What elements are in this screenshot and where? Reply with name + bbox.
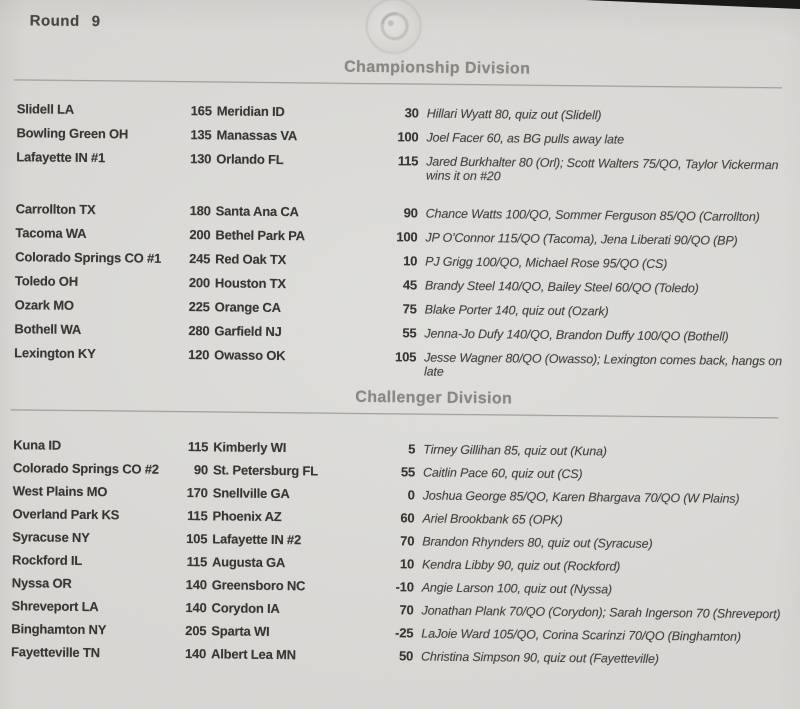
match-row bbox=[15, 250, 795, 272]
match-note: Chance Watts 100/QO, Sommer Ferguson 85/QO (Carrollton) bbox=[425, 206, 760, 225]
team2-score: -25 bbox=[395, 625, 414, 641]
division-section bbox=[14, 54, 797, 382]
team2-name: Garfield NJ bbox=[214, 323, 282, 340]
circular-stamp-icon bbox=[365, 0, 422, 54]
team1-score: 140 bbox=[185, 600, 207, 616]
team2-name: Augusta GA bbox=[211, 554, 286, 571]
team1-score: 135 bbox=[190, 127, 212, 143]
match-note: Brandon Rhynders 80, quiz out (Syracuse) bbox=[422, 534, 653, 551]
team2-score: 115 bbox=[397, 153, 419, 169]
team2-score: 75 bbox=[402, 301, 417, 317]
team1-name: West Plains MO bbox=[12, 483, 108, 500]
match-note: PJ Grigg 100/QO, Michael Rose 95/QO (CS) bbox=[425, 254, 668, 272]
team1-name: Binghamton NY bbox=[11, 621, 107, 638]
team2-name: Santa Ana CA bbox=[215, 203, 299, 220]
team2-name: Bethel Park PA bbox=[215, 227, 305, 244]
team2-name: Corydon IA bbox=[211, 600, 280, 617]
team2-score: 50 bbox=[398, 648, 414, 664]
team2-score: 100 bbox=[396, 229, 418, 245]
team2-score: 55 bbox=[402, 325, 417, 341]
match-row bbox=[12, 553, 792, 575]
team1-score: 225 bbox=[188, 299, 210, 315]
team2-name: Lafayette IN #2 bbox=[212, 531, 302, 548]
divisions-container bbox=[11, 54, 797, 667]
team2-name: Houston TX bbox=[214, 275, 286, 292]
team1-score: 180 bbox=[189, 203, 211, 219]
team1-name: Ozark MO bbox=[14, 297, 74, 313]
team1-score: 205 bbox=[185, 623, 207, 639]
team2-name: Meridian ID bbox=[216, 103, 285, 120]
match-row bbox=[15, 298, 795, 320]
team1-score: 90 bbox=[193, 462, 209, 478]
team2-score: 45 bbox=[402, 277, 418, 293]
match-rows bbox=[14, 102, 797, 382]
team1-name: Kuna ID bbox=[13, 437, 62, 453]
team1-name: Lexington KY bbox=[14, 345, 96, 362]
team2-name: Greensboro NC bbox=[211, 577, 306, 594]
match-note: LaJoie Ward 105/QO, Corina Scarinzi 70/QO (Binghamton) bbox=[421, 626, 741, 644]
match-row bbox=[11, 645, 791, 667]
team1-score: 170 bbox=[186, 485, 208, 501]
team1-name: Colorado Springs CO #1 bbox=[15, 249, 162, 266]
match-note: Jared Burkhalter 80 (Orl); Scott Walters 75/QO, Taylor Vickerman wins it on #20 bbox=[426, 154, 779, 184]
team2-name: Red Oak TX bbox=[215, 251, 287, 268]
match-note: Christina Simpson 90, quiz out (Fayetteville) bbox=[420, 649, 659, 666]
team1-score: 165 bbox=[190, 103, 212, 119]
match-note: Jonathan Plank 70/QO (Corydon); Sarah Ingerson 70 (Shreveport) bbox=[421, 603, 781, 622]
team1-score: 120 bbox=[188, 347, 210, 363]
round-label bbox=[30, 12, 101, 30]
team2-name: Albert Lea MN bbox=[211, 646, 296, 663]
team1-name: Lafayette IN #1 bbox=[16, 149, 106, 166]
team2-score: 30 bbox=[404, 105, 419, 121]
match-row bbox=[15, 274, 795, 296]
team2-name: Sparta WI bbox=[211, 623, 270, 639]
match-note: Hillari Wyatt 80, quiz out (Slidell) bbox=[426, 106, 602, 123]
team2-score: -10 bbox=[395, 579, 414, 595]
match-row bbox=[16, 150, 796, 186]
match-row bbox=[12, 576, 792, 598]
match-row bbox=[13, 438, 793, 460]
match-row bbox=[13, 461, 793, 483]
team1-score: 115 bbox=[187, 508, 208, 524]
team2-score: 10 bbox=[403, 253, 418, 269]
team2-score: 105 bbox=[395, 349, 417, 365]
team2-name: Kimberly WI bbox=[213, 439, 287, 456]
team2-score: 60 bbox=[400, 510, 415, 526]
team1-score: 115 bbox=[186, 554, 208, 570]
team2-score: 5 bbox=[408, 441, 416, 457]
team1-name: Carrollton TX bbox=[15, 201, 96, 218]
match-note: Kendra Libby 90, quiz out (Rockford) bbox=[421, 557, 621, 574]
match-row bbox=[12, 507, 792, 529]
team2-score: 90 bbox=[403, 205, 418, 221]
match-note: Jesse Wagner 80/QO (Owasso); Lexington comes back, hangs on late bbox=[423, 350, 783, 379]
team1-score: 115 bbox=[187, 439, 209, 455]
team1-score: 245 bbox=[189, 251, 211, 267]
match-row bbox=[13, 484, 793, 506]
round-word: Round bbox=[29, 12, 80, 30]
match-note: Joshua George 85/QO, Karen Bhargava 70/QO (W Plains) bbox=[422, 488, 740, 506]
team1-score: 280 bbox=[188, 323, 210, 339]
match-note: Caitlin Pace 60, quiz out (CS) bbox=[422, 465, 583, 482]
team2-score: 0 bbox=[407, 487, 415, 503]
match-row bbox=[11, 599, 791, 621]
team2-score: 10 bbox=[399, 556, 415, 572]
team2-name: Phoenix AZ bbox=[212, 508, 282, 525]
team1-name: Toledo OH bbox=[14, 273, 79, 289]
round-number: 9 bbox=[91, 13, 101, 31]
team1-name: Colorado Springs CO #2 bbox=[12, 460, 159, 477]
team2-score: 70 bbox=[400, 533, 415, 549]
match-note: Joel Facer 60, as BG pulls away late bbox=[426, 130, 625, 147]
team1-score: 200 bbox=[189, 227, 211, 243]
match-row bbox=[17, 102, 797, 124]
match-note: Tirney Gillihan 85, quiz out (Kuna) bbox=[423, 442, 607, 459]
team1-name: Overland Park KS bbox=[12, 506, 120, 523]
match-rows bbox=[11, 438, 793, 667]
match-row bbox=[11, 622, 791, 644]
team2-name: Orange CA bbox=[214, 299, 281, 316]
division-title: Challenger Division bbox=[355, 388, 513, 408]
team1-score: 130 bbox=[190, 151, 212, 167]
match-row bbox=[14, 322, 794, 344]
match-row bbox=[15, 226, 795, 248]
match-note: Brandy Steel 140/QO, Bailey Steel 60/QO (Toledo) bbox=[424, 278, 699, 296]
match-note: Angie Larson 100, quiz out (Nyssa) bbox=[421, 580, 613, 597]
team1-name: Fayetteville TN bbox=[11, 644, 100, 661]
team1-name: Bowling Green OH bbox=[16, 125, 129, 142]
team1-name: Rockford IL bbox=[11, 552, 83, 568]
division-section bbox=[11, 384, 794, 667]
team1-name: Tacoma WA bbox=[15, 225, 87, 241]
team2-name: Owasso OK bbox=[214, 347, 286, 364]
match-row bbox=[14, 346, 794, 382]
match-row bbox=[12, 530, 792, 552]
team1-score: 140 bbox=[185, 577, 207, 593]
team2-score: 55 bbox=[400, 464, 416, 480]
team2-score: 100 bbox=[397, 129, 419, 145]
team1-name: Nyssa OR bbox=[11, 575, 72, 591]
team1-name: Slidell LA bbox=[16, 101, 75, 117]
team1-name: Syracuse NY bbox=[12, 529, 90, 546]
match-note: JP O'Connor 115/QO (Tacoma), Jena Liberati 90/QO (BP) bbox=[425, 230, 738, 248]
match-note: Jenna-Jo Dufy 140/QO, Brandon Duffy 100/QO (Bothell) bbox=[424, 326, 729, 344]
team1-score: 105 bbox=[186, 531, 208, 547]
team2-name: St. Petersburg FL bbox=[212, 462, 319, 479]
match-row bbox=[16, 126, 796, 148]
team1-score: 200 bbox=[188, 275, 211, 291]
team1-score: 140 bbox=[184, 646, 207, 662]
team1-name: Bothell WA bbox=[14, 321, 82, 337]
team2-name: Manassas VA bbox=[216, 127, 298, 144]
team1-name: Shreveport LA bbox=[11, 598, 99, 615]
team2-name: Snellville GA bbox=[212, 485, 290, 502]
team2-score: 70 bbox=[399, 602, 414, 618]
division-title: Championship Division bbox=[344, 58, 531, 78]
match-note: Blake Porter 140, quiz out (Ozark) bbox=[424, 302, 609, 319]
match-note: Ariel Brookbank 65 (OPK) bbox=[422, 511, 563, 527]
team2-name: Orlando FL bbox=[216, 151, 284, 168]
